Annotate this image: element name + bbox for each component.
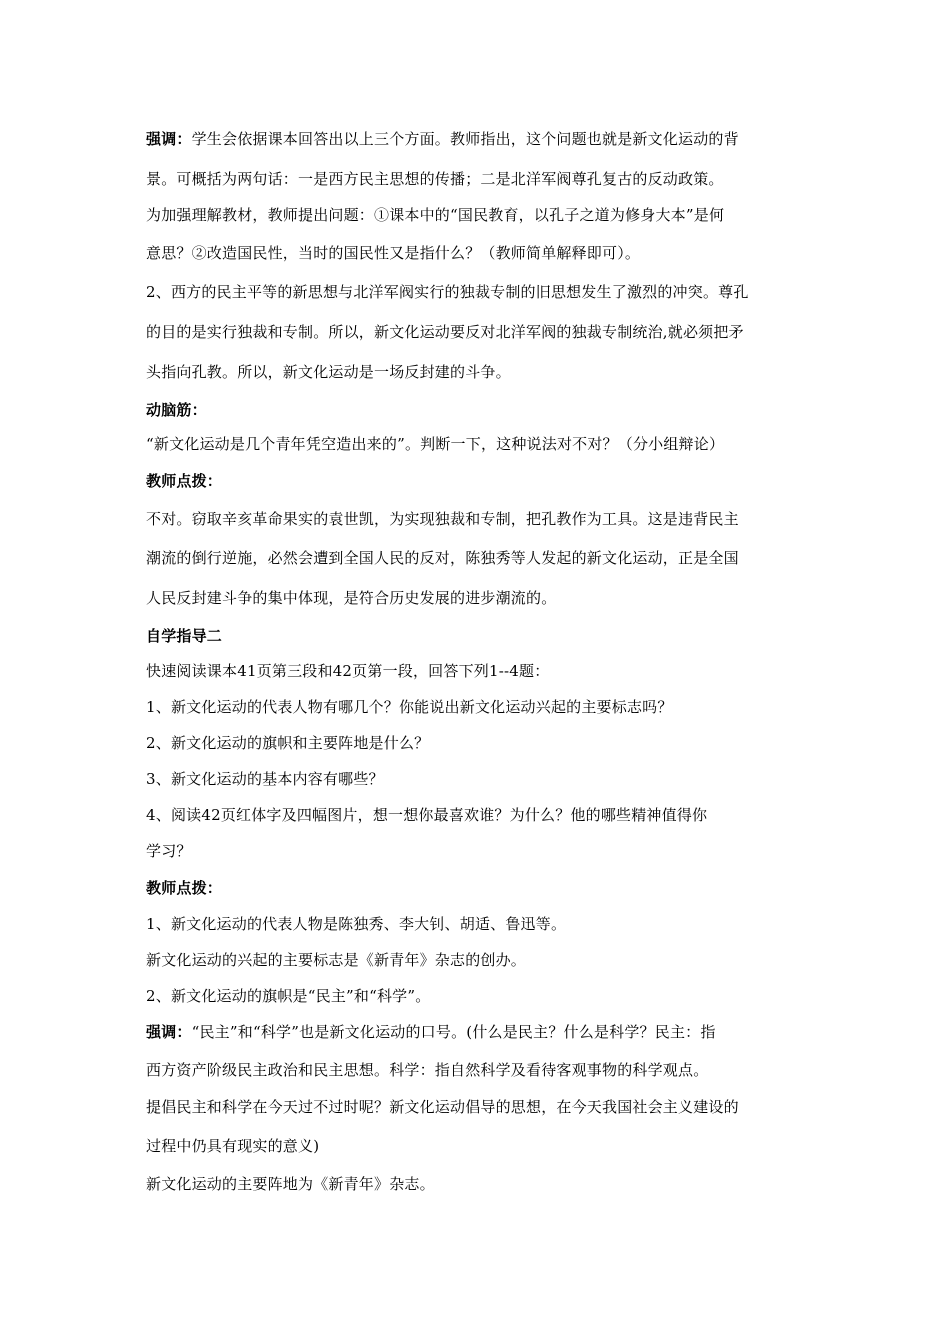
heading-label: 教师点拨： [146, 472, 223, 490]
paragraph-line [146, 697, 816, 717]
paragraph-line [146, 205, 816, 225]
heading-label: 动脑筋： [146, 401, 207, 419]
line-text: 头指向孔教。所以，新文化运动是一场反封建的斗争。 [146, 363, 511, 381]
section-heading [146, 471, 816, 491]
paragraph-line [146, 733, 816, 753]
paragraph-line [146, 548, 816, 568]
paragraph-line [146, 169, 816, 189]
line-text: 学生会依据课本回答出以上三个方面。教师指出，这个问题也就是新文化运动的背 [191, 130, 739, 148]
paragraph-line [146, 1060, 816, 1080]
line-text: 4、阅读42页红体字及四幅图片，想一想你最喜欢谁？为什么？他的哪些精神值得你 [146, 806, 708, 824]
paragraph-line [146, 1022, 816, 1042]
paragraph-line [146, 950, 816, 970]
paragraph-line [146, 362, 816, 382]
paragraph-line [146, 282, 816, 302]
line-text: 2、新文化运动的旗帜和主要阵地是什么？ [146, 734, 430, 752]
paragraph-line [146, 914, 816, 934]
paragraph-line [146, 434, 816, 454]
line-text: 潮流的倒行逆施，必然会遭到全国人民的反对，陈独秀等人发起的新文化运动，正是全国 [146, 549, 739, 567]
paragraph-line [146, 661, 816, 681]
line-text: 快速阅读课本41页第三段和42页第一段，回答下列1--4题： [146, 662, 550, 680]
paragraph-line [146, 322, 816, 342]
section-heading [146, 878, 816, 898]
paragraph-line [146, 129, 816, 149]
line-text: 为加强理解教材，教师提出问题：①课本中的“国民教育，以孔子之道为修身大本”是何 [146, 206, 725, 224]
line-text: 的目的是实行独裁和专制。所以，新文化运动要反对北洋军阀的独裁专制统治,就必须把矛 [146, 323, 744, 341]
paragraph-line [146, 588, 816, 608]
line-text: 新文化运动的兴起的主要标志是《新青年》杂志的创办。 [146, 951, 527, 969]
paragraph-line [146, 1174, 816, 1194]
emphasis-label: 强调： [146, 1023, 192, 1041]
paragraph-line [146, 243, 816, 263]
line-text: 3、新文化运动的基本内容有哪些？ [146, 770, 384, 788]
paragraph-line [146, 1136, 816, 1156]
line-text: 景。可概括为两句话：一是西方民主思想的传播；二是北洋军阀尊孔复古的反动政策。 [146, 170, 724, 188]
section-heading [146, 400, 816, 420]
heading-label: 教师点拨： [146, 879, 223, 897]
line-text: 新文化运动的主要阵地为《新青年》杂志。 [146, 1175, 435, 1193]
paragraph-line [146, 769, 816, 789]
line-text: “新文化运动是几个青年凭空造出来的”。判断一下，这种说法对不对？（分小组辩论） [146, 435, 725, 453]
section-heading [146, 626, 816, 646]
line-text: 人民反封建斗争的集中体现，是符合历史发展的进步潮流的。 [146, 589, 557, 607]
paragraph-line [146, 509, 816, 529]
line-text: 意思？②改造国民性，当时的国民性又是指什么？（教师简单解释即可）。 [146, 244, 641, 262]
emphasis-label: 强调： [146, 130, 192, 148]
line-text: 1、新文化运动的代表人物有哪几个？你能说出新文化运动兴起的主要标志吗？ [146, 698, 673, 716]
line-text: 2、西方的民主平等的新思想与北洋军阀实行的独裁专制的旧思想发生了激烈的冲突。尊孔 [146, 283, 749, 301]
paragraph-line [146, 1097, 816, 1117]
line-text: 不对。窃取辛亥革命果实的袁世凯，为实现独裁和专制，把孔教作为工具。这是违背民主 [146, 510, 739, 528]
line-text: 过程中仍具有现实的意义) [146, 1137, 320, 1155]
paragraph-line [146, 805, 816, 825]
line-text: 2、新文化运动的旗帜是“民主”和“科学”。 [146, 987, 431, 1005]
line-text: 西方资产阶级民主政治和民主思想。科学：指自然科学及看待客观事物的科学观点。 [146, 1061, 709, 1079]
line-text: “民主”和“科学”也是新文化运动的口号。(什么是民主？什么是科学？民主：指 [191, 1023, 716, 1041]
heading-label: 自学指导二 [146, 627, 223, 645]
line-text: 学习？ [146, 842, 192, 860]
paragraph-line [146, 986, 816, 1006]
paragraph-line [146, 841, 816, 861]
line-text: 提倡民主和科学在今天过不过时呢？新文化运动倡导的思想，在今天我国社会主义建设的 [146, 1098, 739, 1116]
line-text: 1、新文化运动的代表人物是陈独秀、李大钊、胡适、鲁迅等。 [146, 915, 567, 933]
